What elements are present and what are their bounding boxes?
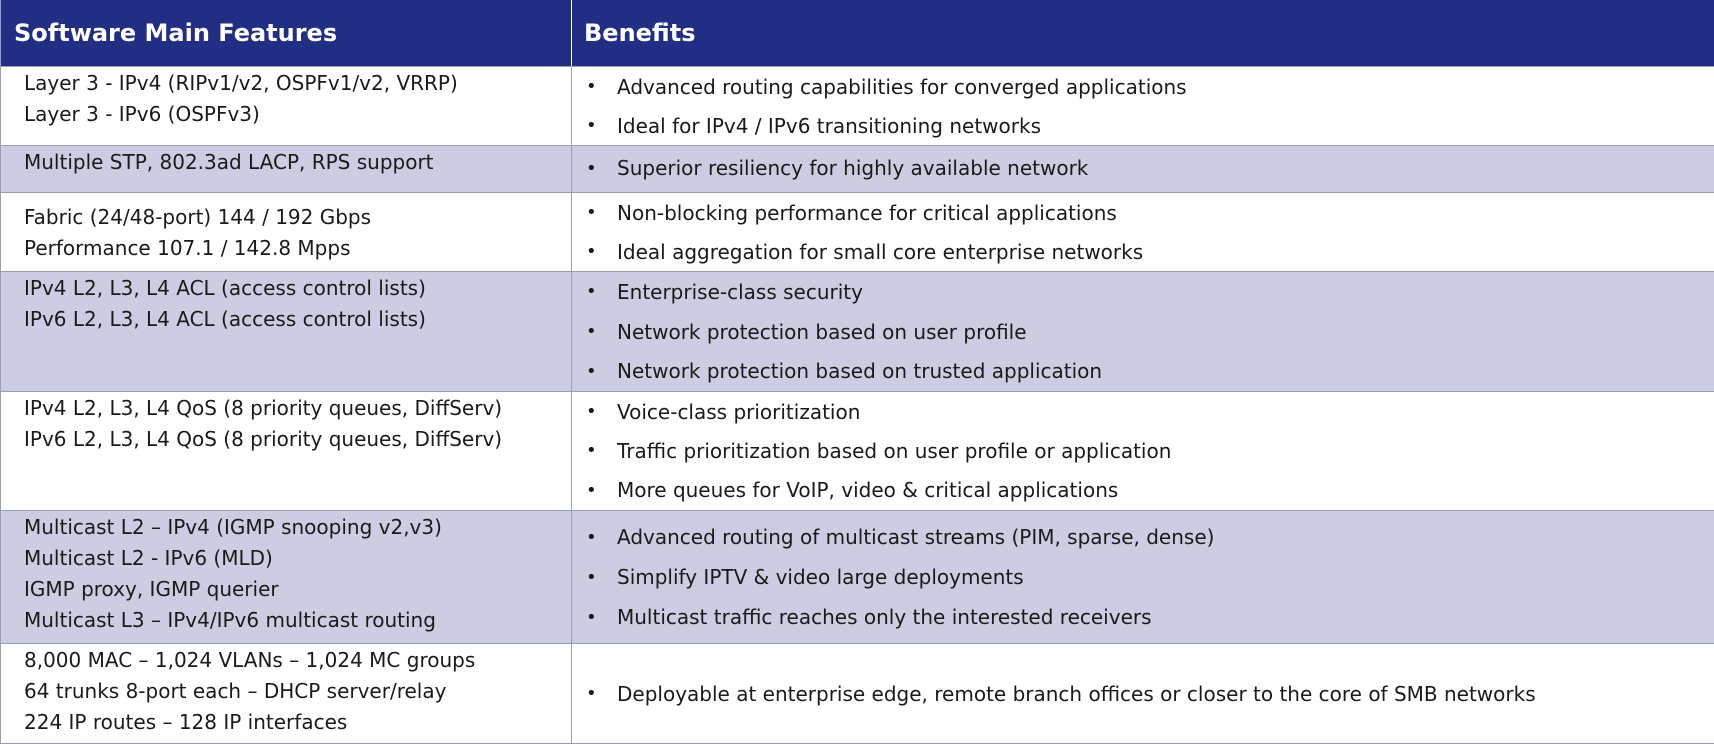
feature-line: IPv6 L2, L3, L4 ACL (access control lists) [24,307,426,331]
feature-line: Multicast L2 - IPv6 (MLD) [24,546,273,570]
table-row [1,192,1714,271]
feature-line: 224 IP routes – 128 IP interfaces [24,710,348,734]
table-row [1,66,1714,145]
table-row [1,643,1714,744]
table-row [1,391,1714,510]
benefit-item [586,193,1714,232]
benefit-item [586,312,1714,352]
feature-line: Fabric (24/48-port) 144 / 192 Gbps [24,205,372,229]
benefit-text: Network protection based on trusted application [617,359,1103,384]
feature-line: Multicast L3 – IPv4/IPv6 multicast routing [24,608,436,632]
benefit-text: Superior resiliency for highly available network [617,156,1089,180]
benefits-cell [572,272,1714,391]
benefit-text: More queues for VoIP, video & critical applications [617,478,1119,503]
benefit-item [586,597,1714,637]
feature-line: Multicast L2 – IPv4 (IGMP snooping v2,v3) [24,515,442,539]
feature-line: IPv6 L2, L3, L4 QoS (8 priority queues, DiffServ) [24,427,503,451]
benefits-cell [572,146,1714,192]
table-row [1,145,1714,192]
feature-line: IPv4 L2, L3, L4 QoS (8 priority queues, DiffServ) [24,396,503,420]
table-row [1,510,1714,643]
benefit-text: Advanced routing of multicast streams (PIM, sparse, dense) [617,525,1215,549]
features-cell [1,644,572,743]
bullet-icon: • [586,683,597,704]
features-cell [1,67,572,145]
benefits-cell [572,644,1714,743]
benefit-item [586,471,1714,510]
benefit-item [586,272,1714,312]
features-cell [1,392,572,510]
table-header [1,0,1714,66]
benefit-item [586,106,1714,145]
benefit-text: Network protection based on user profile [617,319,1027,344]
benefit-text: Ideal aggregation for small core enterprise networks [617,239,1144,264]
benefit-text: Advanced routing capabilities for converged applications [617,74,1187,99]
bullet-icon: • [586,440,597,462]
benefits-column-header: Benefits [584,19,696,47]
benefit-item [586,431,1714,470]
bullet-icon: • [586,241,597,262]
feature-line: Layer 3 - IPv4 (RIPv1/v2, OSPFv1/v2, VRRP) [24,71,458,95]
feature-line: 64 trunks 8-port each – DHCP server/relay [24,679,447,703]
benefit-text: Non-blocking performance for critical applications [617,200,1117,225]
features-cell [1,511,572,643]
benefits-cell [572,392,1714,510]
bullet-icon: • [586,115,597,136]
bullet-icon: • [586,202,597,223]
benefit-item [586,392,1714,431]
bullet-icon: • [586,321,597,342]
benefit-text: Ideal for IPv4 / IPv6 transitioning networks [617,113,1041,138]
feature-line: Performance 107.1 / 142.8 Mpps [24,236,351,260]
benefit-text: Voice-class prioritization [617,399,861,424]
benefit-item [586,517,1714,557]
benefits-cell [572,67,1714,145]
features-cell [1,272,572,391]
benefit-item [586,148,1714,188]
feature-line: Layer 3 - IPv6 (OSPFv3) [24,102,260,126]
benefit-text: Traffic prioritization based on user profile or application [617,438,1172,463]
feature-line: IPv4 L2, L3, L4 ACL (access control lists) [24,276,426,300]
bullet-icon: • [586,566,597,588]
bullet-icon: • [586,76,597,97]
benefit-item [586,674,1714,714]
bullet-icon: • [586,360,597,382]
benefit-text: Enterprise-class security [617,279,863,304]
feature-line: 8,000 MAC – 1,024 VLANs – 1,024 MC groups [24,648,476,672]
bullet-icon: • [586,526,597,548]
benefit-text: Simplify IPTV & video large deployments [617,565,1024,589]
feature-line: Multiple STP, 802.3ad LACP, RPS support [24,150,434,174]
benefit-item [586,351,1714,391]
benefit-text: Deployable at enterprise edge, remote branch offices or closer to the core of SMB networks [617,681,1536,706]
benefit-item [586,232,1714,271]
benefits-cell [572,193,1714,271]
table-row [1,271,1714,391]
features-cell [1,146,572,192]
bullet-icon: • [586,479,597,501]
bullet-icon: • [586,401,597,423]
feature-line: IGMP proxy, IGMP querier [24,577,279,601]
features-column-header: Software Main Features [1,0,572,66]
bullet-icon: • [586,281,597,303]
benefit-text: Multicast traffic reaches only the interested receivers [617,605,1152,629]
bullet-icon: • [586,606,597,628]
features-cell [1,193,572,271]
benefit-item [586,557,1714,597]
bullet-icon: • [586,157,597,179]
benefit-item [586,67,1714,106]
benefits-cell [572,511,1714,643]
